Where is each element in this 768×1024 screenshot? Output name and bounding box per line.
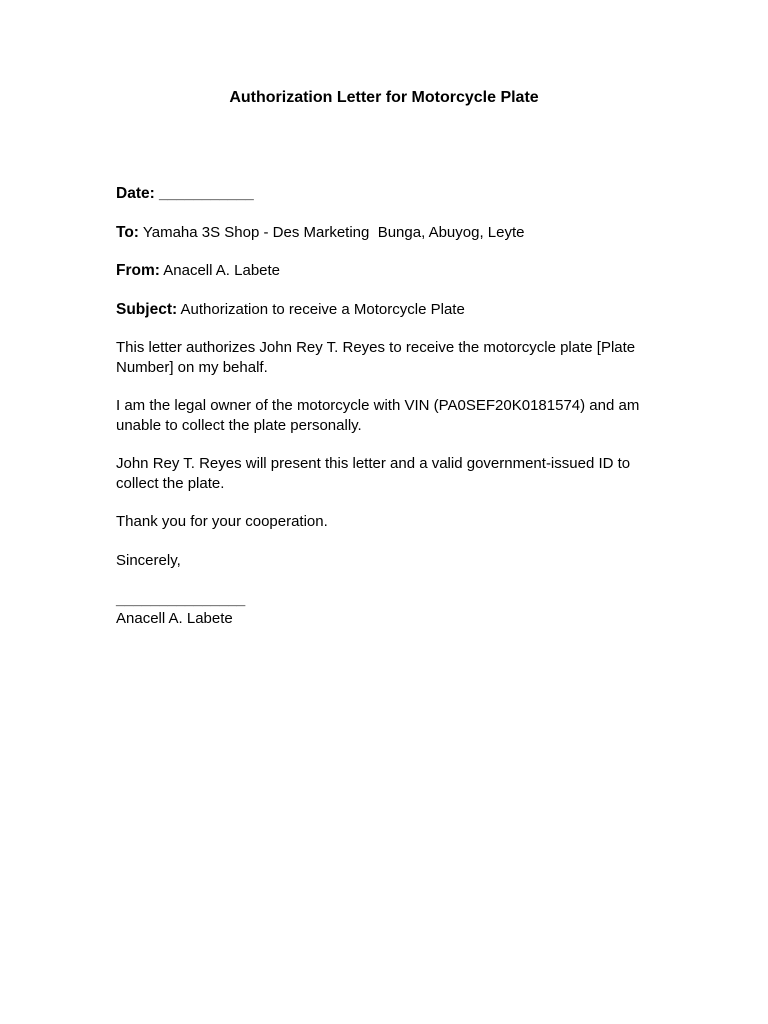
body-paragraph: John Rey T. Reyes will present this letter and a valid government-issued ID to collect the plate. bbox=[116, 455, 631, 492]
date-line bbox=[116, 184, 661, 204]
subject-line bbox=[116, 300, 661, 320]
body-paragraph: Thank you for your cooperation. bbox=[116, 513, 328, 530]
from-line bbox=[116, 261, 661, 281]
from-value: Anacell A. Labete bbox=[163, 262, 281, 279]
letter-title: Authorization Letter for Motorcycle Plate bbox=[229, 89, 539, 106]
date-value: ___________ bbox=[158, 185, 254, 202]
signature-line: _______________ bbox=[116, 591, 246, 608]
subject-value: Authorization to receive a Motorcycle Plate bbox=[180, 300, 465, 318]
to-line bbox=[116, 223, 661, 243]
body-paragraph: I am the legal owner of the motorcycle with VIN (PA0SEF20K0181574) and am unable to collect the plate personally. bbox=[116, 397, 640, 434]
signature-name: Anacell A. Labete bbox=[116, 610, 233, 627]
subject-label: Subject: bbox=[116, 300, 178, 318]
body-paragraph: This letter authorizes John Rey T. Reyes to receive the motorcycle plate [Plate Number] on my behalf. bbox=[116, 339, 636, 376]
from-label: From: bbox=[116, 262, 160, 279]
to-value: Yamaha 3S Shop - Des Marketing Bunga, Abuyog, Leyte bbox=[142, 223, 525, 241]
date-label: Date: bbox=[116, 185, 155, 202]
to-label: To: bbox=[116, 223, 139, 241]
letter-body bbox=[116, 184, 661, 629]
closing: Sincerely, bbox=[116, 551, 181, 569]
